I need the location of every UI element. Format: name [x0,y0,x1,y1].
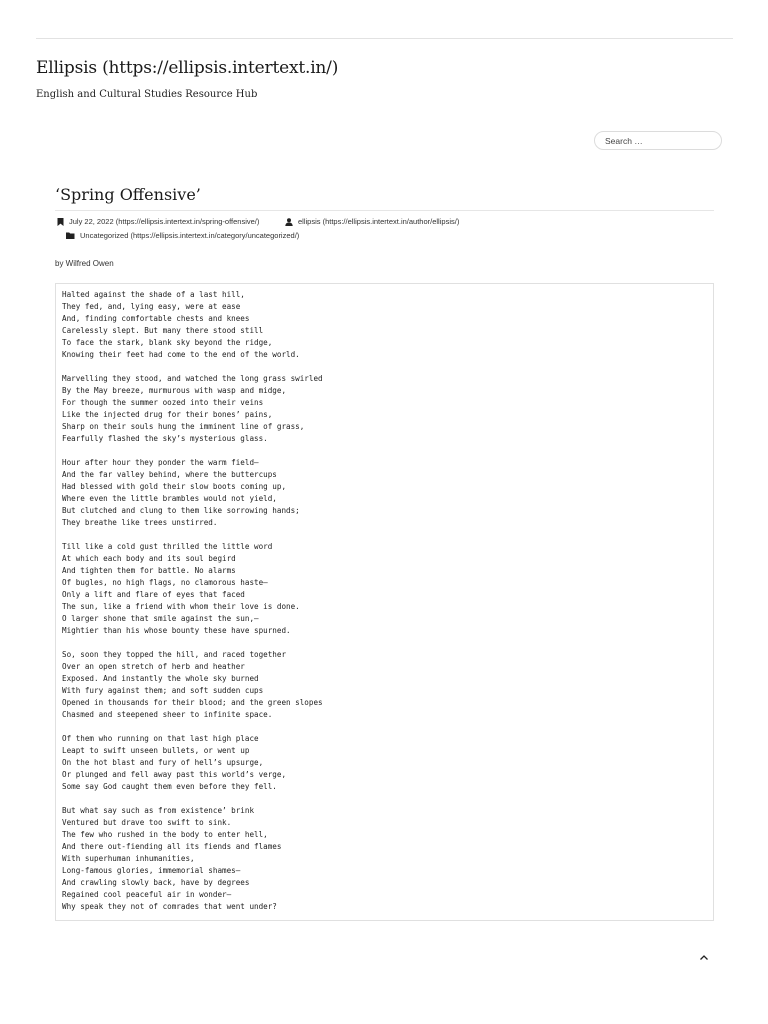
post-category-link[interactable]: Uncategorized (https://ellipsis.intertext.in/category/uncategorized/) [80,231,300,240]
post-author-link[interactable]: ellipsis (https://ellipsis.intertext.in/author/ellipsis/) [298,217,460,226]
post-author-meta [285,217,459,226]
poem-block [55,283,714,921]
user-icon [285,218,293,226]
scroll-to-top-button[interactable] [697,950,711,964]
poem-stanza: Hour after hour they ponder the warm field— And the far valley behind, where the buttercups Had blessed with gold their slow boots coming up, Where even the little brambles would not yield, But clutched and clung to them like sorrowing hands; They breathe like trees unstirred. [62,458,300,527]
poem-stanza: But what say such as from existence’ brink Ventured but drave too swift to sink. The few who rushed in the body to enter hell, And there out-fiending all its fiends and flames With superhuman inhumanities, Long-famous glories, immemorial shames— And crawling slowly back, have by degrees Regained cool peaceful air in wonder— Why speak they not of comrades that went under? [62,806,282,911]
site-description: English and Cultural Studies Resource Hub [36,89,258,100]
folder-icon [66,232,75,239]
poem-stanza: Halted against the shade of a last hill, They fed, and, lying easy, were at ease And, finding comfortable chests and knees Carelessly slept. But many there stood still To face the stark, blank sky beyond the ridge, Knowing their feet had come to the end of the world. [62,290,300,359]
poem-stanza: Marvelling they stood, and watched the long grass swirled By the May breeze, murmurous with wasp and midge, For though the summer oozed into their veins Like the injected drug for their bones’ pains, Sharp on their souls hung the imminent line of grass, Fearfully flashed the sky’s mysterious glass. [62,374,323,443]
chevron-up-icon [699,954,709,961]
poem-stanza: Till like a cold gust thrilled the little word At which each body and its soul begird And tighten them for battle. No alarms Of bugles, no high flags, no clamorous haste— Only a lift and flare of eyes that faced The sun, like a friend with whom their love is done. O larger shone that smile against the sun,— Mightier than his whose bounty these have spurned. [62,542,300,635]
title-divider [55,210,714,211]
post-date-link[interactable]: July 22, 2022 (https://ellipsis.intertext.in/spring-offensive/) [69,217,260,226]
bookmark-icon [57,218,64,226]
header-divider [36,38,733,39]
post-category-meta [66,231,299,240]
post-title: ‘Spring Offensive’ [55,185,201,204]
byline: by Wilfred Owen [55,259,114,268]
poem-stanza: Of them who running on that last high place Leapt to swift unseen bullets, or went up On the hot blast and fury of hell’s upsurge, Or plunged and fell away past this world’s verge, Some say God caught them even before they fell. [62,734,287,791]
site-title[interactable]: Ellipsis (https://ellipsis.intertext.in/) [36,58,339,78]
post-date-meta [57,217,259,226]
search-input[interactable] [594,131,722,150]
poem-stanza: So, soon they topped the hill, and raced together Over an open stretch of herb and heather Exposed. And instantly the whole sky burned With fury against them; and soft sudden cups Opened in thousands for their blood; and the green slopes Chasmed and steepened sheer to infinite space. [62,650,323,719]
